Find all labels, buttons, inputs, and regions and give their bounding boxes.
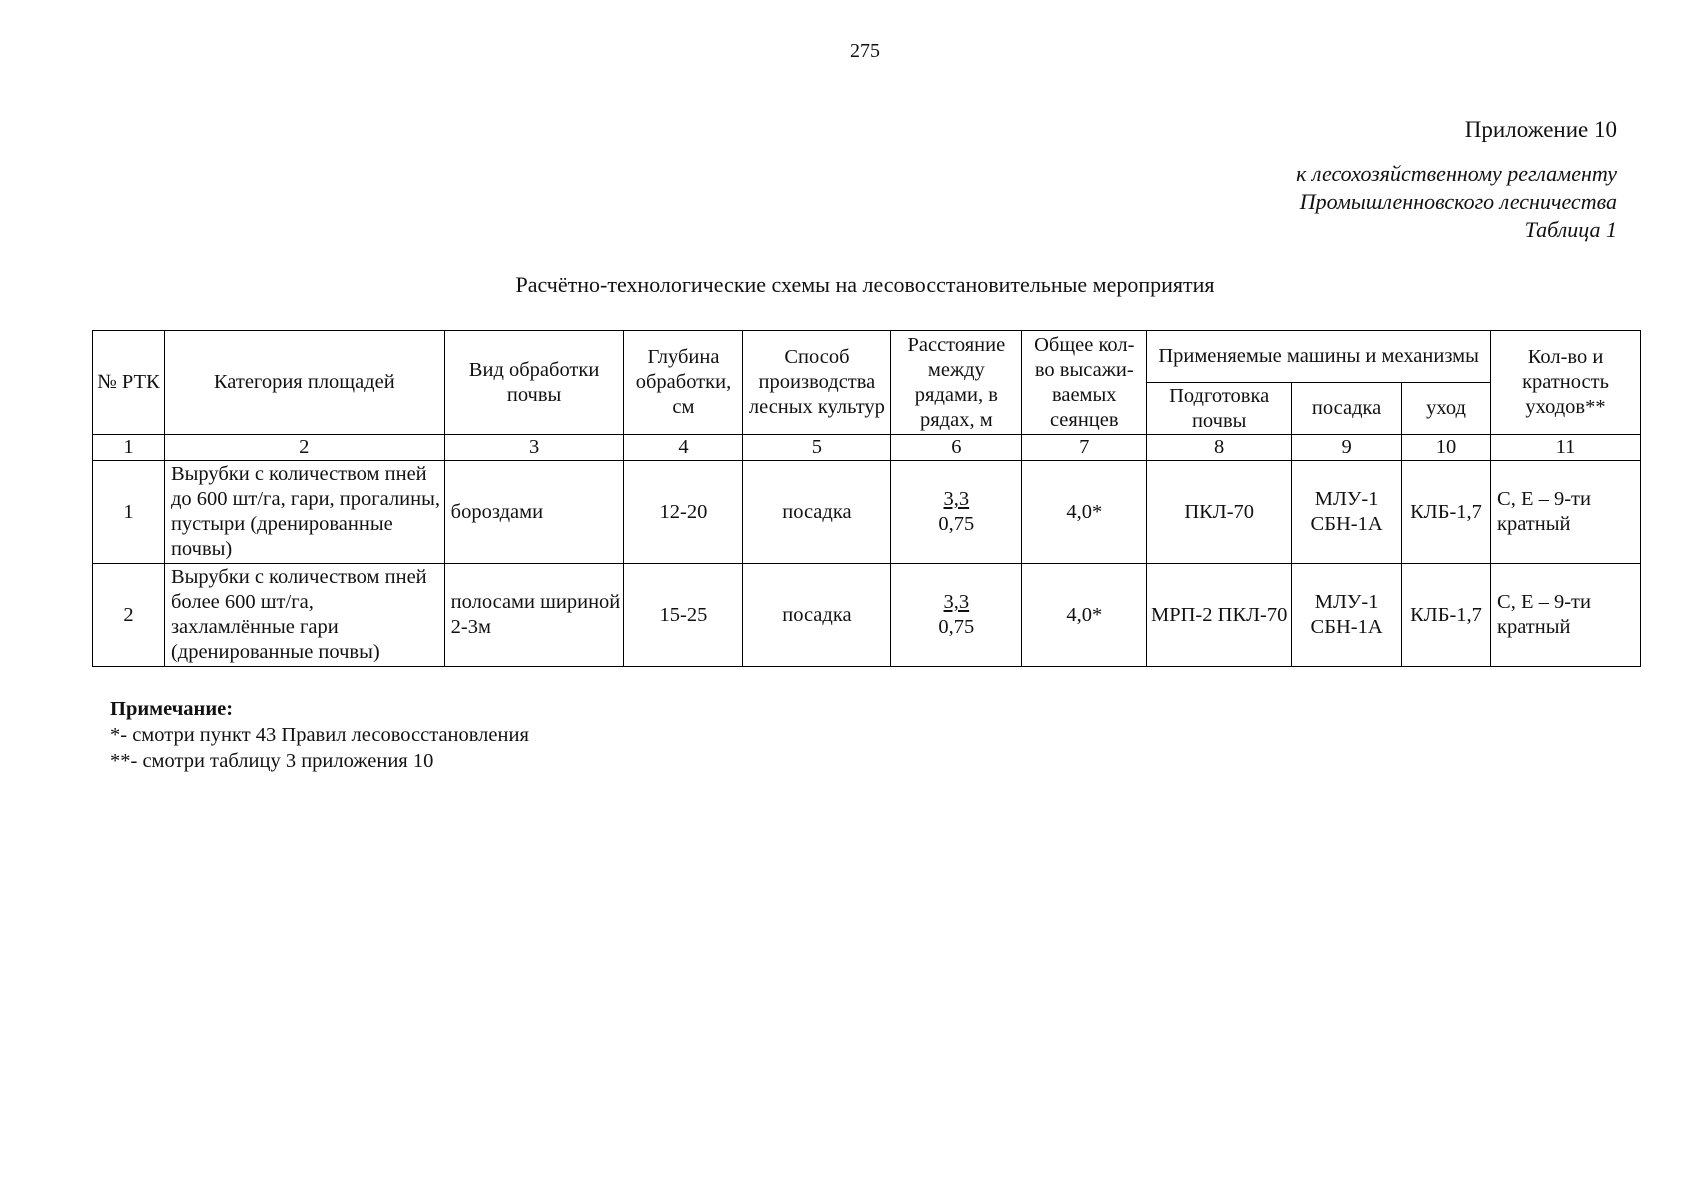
distance-rows: 3,3 xyxy=(943,591,970,613)
header-total: Общее кол-во высажи-ваемых сеянцев xyxy=(1022,331,1147,435)
appendix-title: Приложение 10 xyxy=(1464,117,1617,142)
table-row xyxy=(93,564,1641,667)
col-number: 4 xyxy=(624,435,743,461)
cell-method: посадка xyxy=(743,564,891,667)
header-method: Способ производства лесных культур xyxy=(743,331,891,435)
col-number: 6 xyxy=(891,435,1022,461)
header-planting: посадка xyxy=(1292,383,1402,435)
cell-count: С, Е – 9-ти кратный xyxy=(1491,564,1641,667)
cell-care: КЛБ-1,7 xyxy=(1402,461,1491,564)
appendix-line-1: к лесохозяйственному регламенту xyxy=(1296,161,1617,186)
cell-distance xyxy=(891,461,1022,564)
distance-rows: 3,3 xyxy=(943,488,970,510)
col-number: 3 xyxy=(444,435,624,461)
col-number: 9 xyxy=(1292,435,1402,461)
col-number: 5 xyxy=(743,435,891,461)
cell-category: Вырубки с количеством пней более 600 шт/га, захламлённые гари (дренированные почвы) xyxy=(164,564,444,667)
col-number: 2 xyxy=(164,435,444,461)
col-number: 10 xyxy=(1402,435,1491,461)
header-care: уход xyxy=(1402,383,1491,435)
col-number: 7 xyxy=(1022,435,1147,461)
appendix-line-3: Таблица 1 xyxy=(1524,217,1617,242)
appendix-line-2: Промышленновского лесничества xyxy=(1299,189,1617,214)
header-category: Категория площадей xyxy=(164,331,444,435)
table-row xyxy=(93,461,1641,564)
cell-category: Вырубки с количеством пней до 600 шт/га, гари, прогалины, пустыри (дренированные почвы) xyxy=(164,461,444,564)
rtk-table xyxy=(92,330,1641,667)
cell-treatment: бороздами xyxy=(444,461,624,564)
header-count: Кол-во и кратность уходов** xyxy=(1491,331,1641,435)
cell-planting: МЛУ-1 СБН-1А xyxy=(1292,461,1402,564)
cell-care: КЛБ-1,7 xyxy=(1402,564,1491,667)
cell-rtk: 1 xyxy=(93,461,165,564)
cell-rtk: 2 xyxy=(93,564,165,667)
cell-soil-prep: МРП-2 ПКЛ-70 xyxy=(1147,564,1292,667)
col-number: 1 xyxy=(93,435,165,461)
col-number: 11 xyxy=(1491,435,1641,461)
header-machines: Применяемые машины и механизмы xyxy=(1147,331,1491,383)
distance-in-rows: 0,75 xyxy=(938,616,975,638)
cell-total: 4,0* xyxy=(1022,564,1147,667)
notes-title: Примечание: xyxy=(110,698,234,720)
cell-planting: МЛУ-1 СБН-1А xyxy=(1292,564,1402,667)
document-title: Расчётно-технологические схемы на лесовосстановительные мероприятия xyxy=(515,272,1215,297)
note-item: **- смотри таблицу 3 приложения 10 xyxy=(110,750,434,772)
notes xyxy=(110,696,529,774)
header-rtk: № РТК xyxy=(93,331,165,435)
cell-depth: 12-20 xyxy=(624,461,743,564)
appendix-subtitle xyxy=(1296,160,1617,244)
page-number: 275 xyxy=(850,40,880,62)
cell-distance xyxy=(891,564,1022,667)
cell-soil-prep: ПКЛ-70 xyxy=(1147,461,1292,564)
distance-in-rows: 0,75 xyxy=(938,513,975,535)
header-treatment: Вид обработки почвы xyxy=(444,331,624,435)
cell-method: посадка xyxy=(743,461,891,564)
note-item: *- смотри пункт 43 Правил лесовосстановления xyxy=(110,724,529,746)
cell-count: С, Е – 9-ти кратный xyxy=(1491,461,1641,564)
col-number: 8 xyxy=(1147,435,1292,461)
cell-depth: 15-25 xyxy=(624,564,743,667)
header-depth: Глубина обработки, см xyxy=(624,331,743,435)
header-soil-prep: Подготовка почвы xyxy=(1147,383,1292,435)
cell-treatment: полосами шириной 2-3м xyxy=(444,564,624,667)
cell-total: 4,0* xyxy=(1022,461,1147,564)
header-distance: Расстояние между рядами, в рядах, м xyxy=(891,331,1022,435)
